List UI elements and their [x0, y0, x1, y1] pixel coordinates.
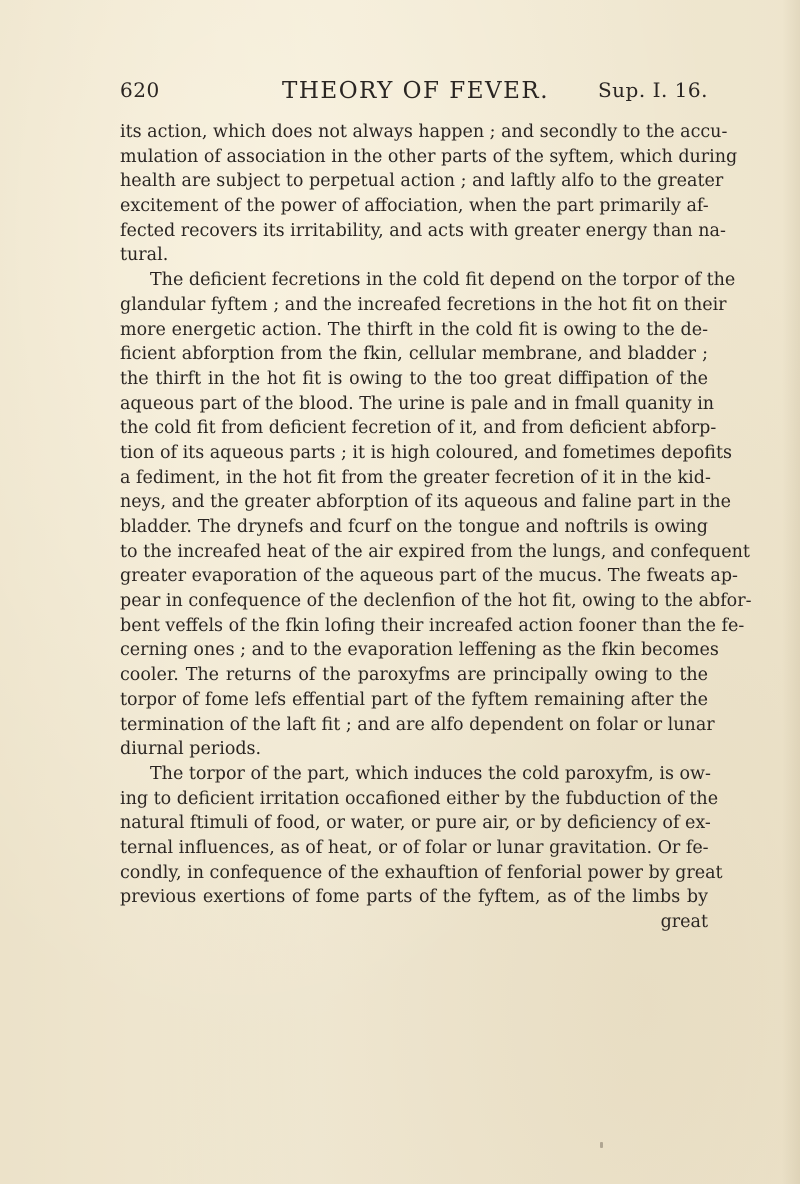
text-line: pear in confequence of the declenfion of the hot fit, owing to the abfor-	[120, 591, 752, 612]
text-line: tion of its aqueous parts ; it is high coloured, and fometimes depofits	[120, 442, 732, 463]
text-line: mulation of association in the other parts of the syftem, which during	[120, 146, 738, 167]
text-line: the thirft in the hot fit is owing to the too great diffipation of the	[120, 368, 708, 389]
text-line: cooler. The returns of the paroxyfms are principally owing to the	[120, 665, 708, 686]
text-line: The deficient fecretions in the cold fit depend on the torpor of the	[150, 270, 736, 291]
text-line: ing to deficient irritation occafioned either by the fubduction of the	[120, 788, 719, 809]
text-line: the cold fit from deficient fecretion of it, and from deficient abforp-	[120, 418, 717, 439]
text-line: previous exertions of fome parts of the fyftem, as of the limbs by	[120, 887, 708, 908]
text-line: neys, and the greater abforption of its aqueous and faline part in the	[120, 492, 732, 513]
text-line: diurnal periods.	[120, 739, 262, 760]
text-line: natural ftimuli of food, or water, or pure air, or by deficiency of ex-	[120, 813, 711, 834]
text-line: glandular fyftem ; and the increafed fecretions in the hot fit on their	[120, 294, 727, 315]
text-line: ternal influences, as of heat, or of folar or lunar gravitation. Or fe-	[120, 837, 709, 858]
text-line: its action, which does not always happen ; and secondly to the accu-	[120, 122, 728, 142]
text-line: cerning ones ; and to the evaporation leffening as the fkin becomes	[120, 640, 719, 661]
text-line: The torpor of the part, which induces the cold paroxyfm, is ow-	[150, 763, 711, 784]
text-line: condly, in confequence of the exhauftion of fenforial power by great	[120, 862, 723, 883]
ink-speck	[600, 1142, 603, 1148]
page-number: 620	[120, 78, 160, 102]
text-line: excitement of the power of affociation, when the part primarily af-	[120, 196, 709, 217]
text-line: a fediment, in the hot fit from the greater fecretion of it in the kid-	[120, 467, 711, 488]
section-reference: Sup. I. 16.	[597, 78, 708, 102]
text-line: torpor of fome lefs effential part of the fyftem remaining after the	[120, 689, 708, 710]
text-line: aqueous part of the blood. The urine is pale and in fmall quanity in	[120, 393, 715, 414]
text-line: ficient abforption from the fkin, cellular membrane, and bladder ;	[120, 344, 708, 365]
page-edge-shadow	[782, 0, 800, 1184]
catchword: great	[660, 912, 708, 932]
text-line: termination of the laft fit ; and are alfo dependent on folar or lunar	[120, 714, 715, 735]
text-line: bent veffels of the fkin lofing their increafed action fooner than the fe-	[120, 615, 745, 636]
text-line: fected recovers its irritability, and acts with greater energy than na-	[120, 220, 726, 241]
text-line: greater evaporation of the aqueous part of the mucus. The fweats ap-	[120, 566, 738, 587]
text-line: bladder. The drynefs and fcurf on the tongue and noftrils is owing	[120, 517, 708, 537]
text-line: tural.	[120, 245, 169, 266]
text-line: more energetic action. The thirft in the cold fit is owing to the de-	[120, 319, 708, 340]
text-line: health are subject to perpetual action ; and laftly alfo to the greater	[120, 171, 724, 192]
text-line: to the increafed heat of the air expired from the lungs, and confequent	[120, 541, 750, 562]
running-title: THEORY OF FEVER.	[282, 78, 550, 104]
page-header	[120, 78, 708, 108]
body-text	[120, 120, 752, 935]
